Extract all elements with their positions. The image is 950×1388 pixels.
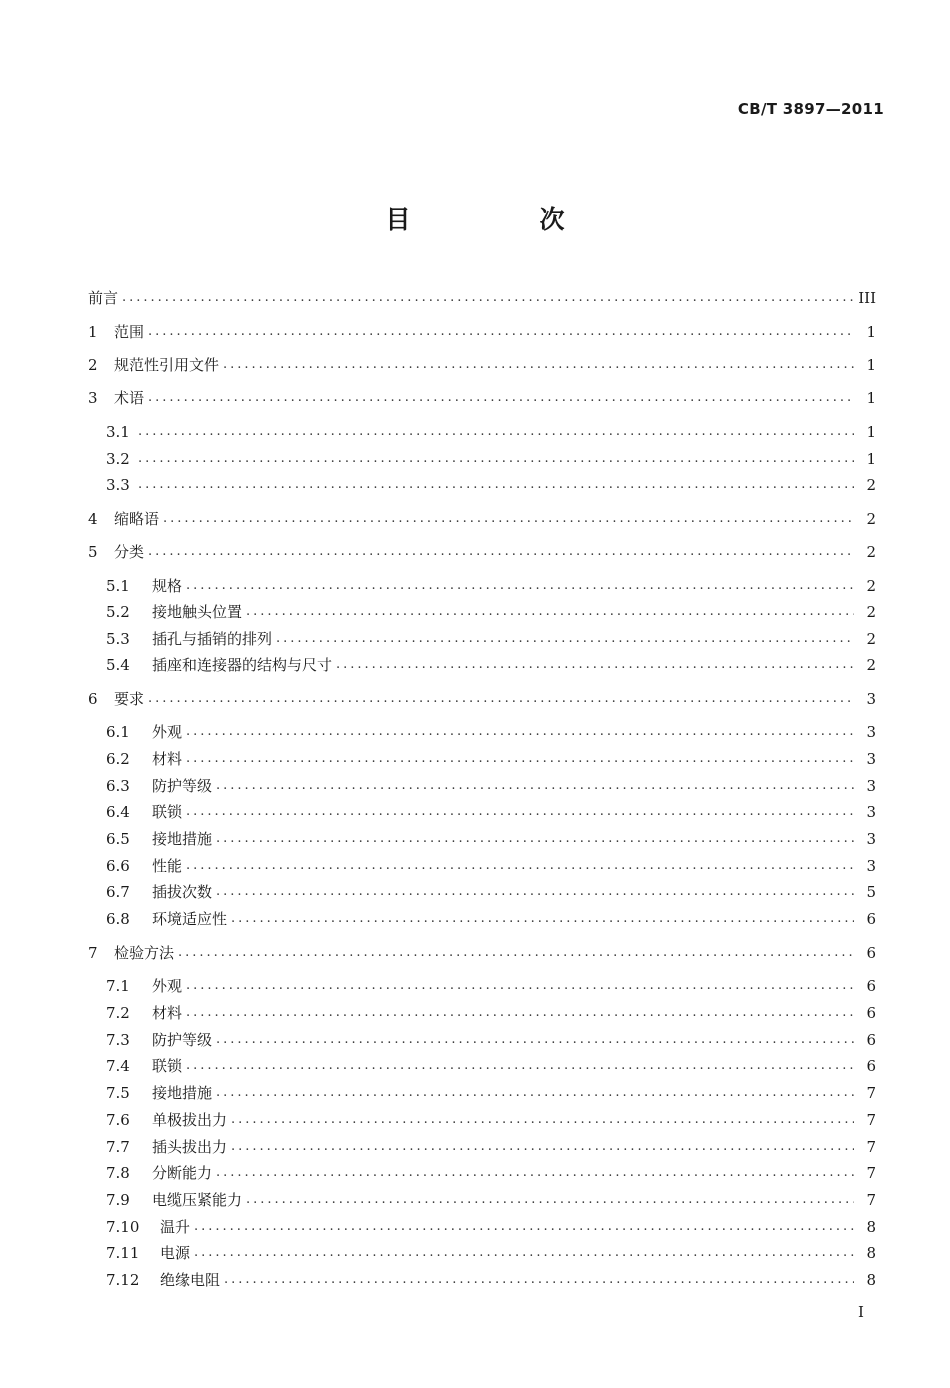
toc-leader-dots: [194, 1216, 854, 1238]
toc-entry-label: 前言: [88, 289, 119, 307]
toc-leader-dots: [276, 628, 854, 650]
toc-entry-label: 电源: [160, 1244, 191, 1262]
toc-entry-5-2[interactable]: [106, 601, 876, 623]
toc-entry-page: 3: [866, 857, 876, 875]
toc-entry-number: 5.1: [106, 577, 130, 595]
toc-entry-3-1[interactable]: [106, 421, 876, 443]
toc-leader-dots: [138, 474, 854, 496]
toc-entry-6-3[interactable]: [106, 775, 876, 797]
toc-entry-7-8[interactable]: [106, 1162, 876, 1184]
toc-entry-label: 防护等级: [152, 1031, 213, 1049]
toc-entry-7-4[interactable]: [106, 1055, 876, 1077]
toc-entry-foreword[interactable]: [88, 287, 876, 309]
toc-entry-number: 7.9: [106, 1191, 130, 1209]
toc-entry-page: 3: [866, 750, 876, 768]
toc-entry-label: 范围: [114, 323, 145, 341]
toc-entry-6-5[interactable]: [106, 828, 876, 850]
toc-entry-label: 插座和连接器的结构与尺寸: [152, 656, 333, 674]
toc-entry-page: 6: [866, 1057, 876, 1075]
toc-leader-dots: [216, 1029, 854, 1051]
toc-entry-5[interactable]: [88, 541, 876, 563]
toc-entry-5-4[interactable]: [106, 654, 876, 676]
toc-entry-6-4[interactable]: [106, 801, 876, 823]
toc-leader-dots: [186, 575, 854, 597]
toc-leader-dots: [216, 1162, 854, 1184]
toc-entry-label: 术语: [114, 389, 145, 407]
toc-entry-7-6[interactable]: [106, 1109, 876, 1131]
toc-entry-page: 8: [866, 1244, 876, 1262]
toc-entry-label: 检验方法: [114, 944, 175, 962]
toc-entry-page: 2: [866, 656, 876, 674]
toc-entry-number: 4: [88, 510, 98, 528]
toc-entry-number: 6.4: [106, 803, 130, 821]
toc-leader-dots: [148, 387, 854, 409]
toc-entry-label: 外观: [152, 723, 183, 741]
toc-entry-number: 6.8: [106, 910, 130, 928]
toc-entry-label: 环境适应性: [152, 910, 228, 928]
toc-entry-page: 3: [866, 777, 876, 795]
toc-entry-label: 材料: [152, 750, 183, 768]
toc-entry-2[interactable]: [88, 354, 876, 376]
toc-leader-dots: [231, 1136, 854, 1158]
toc-leader-dots: [224, 1269, 854, 1291]
toc-leader-dots: [231, 908, 854, 930]
toc-entry-label: 接地措施: [152, 1084, 213, 1102]
toc-entry-number: 6.2: [106, 750, 130, 768]
toc-leader-dots: [194, 1242, 854, 1264]
toc-entry-3-2[interactable]: [106, 448, 876, 470]
toc-leader-dots: [216, 881, 854, 903]
toc-entry-page: 7: [866, 1084, 876, 1102]
toc-entry-page: 6: [866, 910, 876, 928]
standard-code: CB/T 3897—2011: [737, 100, 884, 118]
toc-entry-label: 绝缘电阻: [160, 1271, 221, 1289]
toc-entry-label: 插孔与插销的排列: [152, 630, 273, 648]
toc-entry-number: 6.3: [106, 777, 130, 795]
toc-entry-page: 1: [866, 323, 876, 341]
toc-leader-dots: [336, 654, 854, 676]
toc-entry-6-2[interactable]: [106, 748, 876, 770]
page-number: I: [858, 1303, 864, 1321]
toc-entry-number: 5.4: [106, 656, 130, 674]
page-title: 目 次: [385, 205, 617, 234]
toc-entry-page: 8: [866, 1218, 876, 1236]
toc-entry-number: 7.1: [106, 977, 130, 995]
toc-entry-7[interactable]: [88, 942, 876, 964]
toc-entry-label: 电缆压紧能力: [152, 1191, 243, 1209]
toc-entry-page: 1: [866, 423, 876, 441]
toc-entry-label: 分类: [114, 543, 145, 561]
toc-entry-7-5[interactable]: [106, 1082, 876, 1104]
toc-entry-label: 插拔次数: [152, 883, 213, 901]
toc-entry-page: 1: [866, 450, 876, 468]
toc-entry-number: 5: [88, 543, 98, 561]
toc-entry-6-7[interactable]: [106, 881, 876, 903]
toc-leader-dots: [138, 448, 854, 470]
toc-entry-page: 3: [866, 803, 876, 821]
toc-entry-number: 7.8: [106, 1164, 130, 1182]
toc-entry-page: 2: [866, 543, 876, 561]
toc-entry-number: 7.3: [106, 1031, 130, 1049]
toc-entry-number: 3.3: [106, 476, 130, 494]
toc-entry-page: 6: [866, 977, 876, 995]
toc-entry-label: 单极拔出力: [152, 1111, 228, 1129]
toc-leader-dots: [231, 1109, 854, 1131]
toc-entry-number: 7.5: [106, 1084, 130, 1102]
toc-entry-page: 2: [866, 577, 876, 595]
toc-entry-number: 2: [88, 356, 98, 374]
toc-entry-page: 7: [866, 1191, 876, 1209]
toc-leader-dots: [186, 721, 854, 743]
toc-entry-number: 7.12: [106, 1271, 140, 1289]
toc-entry-label: 联锁: [152, 1057, 183, 1075]
toc-entry-page: 7: [866, 1164, 876, 1182]
toc-entry-page: 1: [866, 356, 876, 374]
toc-leader-dots: [186, 1055, 854, 1077]
toc-leader-dots: [138, 421, 854, 443]
toc-entry-7-7[interactable]: [106, 1136, 876, 1158]
toc-entry-number: 7: [88, 944, 98, 962]
toc-entry-page: 3: [866, 830, 876, 848]
toc-entry-page: 6: [866, 1031, 876, 1049]
toc-entry-5-3[interactable]: [106, 628, 876, 650]
toc-leader-dots: [148, 321, 854, 343]
toc-leader-dots: [246, 601, 854, 623]
toc-entry-label: 接地措施: [152, 830, 213, 848]
toc-leader-dots: [186, 748, 854, 770]
toc-leader-dots: [148, 541, 854, 563]
toc-entry-number: 7.6: [106, 1111, 130, 1129]
toc-entry-page: 2: [866, 603, 876, 621]
toc-entry-label: 规格: [152, 577, 183, 595]
toc-entry-number: 6.6: [106, 857, 130, 875]
toc-leader-dots: [216, 775, 854, 797]
toc-entry-page: 7: [866, 1111, 876, 1129]
toc-entry-page: 6: [866, 1004, 876, 1022]
toc-entry-label: 性能: [152, 857, 183, 875]
toc-entry-5-1[interactable]: [106, 575, 876, 597]
toc-leader-dots: [148, 688, 854, 710]
toc-entry-7-9[interactable]: [106, 1189, 876, 1211]
toc-leader-dots: [186, 855, 854, 877]
toc-entry-6-8[interactable]: [106, 908, 876, 930]
toc-entry-1[interactable]: [88, 321, 876, 343]
toc-entry-page: 3: [866, 690, 876, 708]
toc-entry-number: 6: [88, 690, 98, 708]
toc-entry-label: 接地触头位置: [152, 603, 243, 621]
toc-entry-label: 缩略语: [114, 510, 160, 528]
toc-entry-label: 插头拔出力: [152, 1138, 228, 1156]
toc-entry-page: 2: [866, 476, 876, 494]
toc-entry-label: 外观: [152, 977, 183, 995]
toc-entry-number: 3.2: [106, 450, 130, 468]
toc-entry-page: 8: [866, 1271, 876, 1289]
toc-entry-7-1[interactable]: [106, 975, 876, 997]
toc-entry-number: 6.7: [106, 883, 130, 901]
toc-entry-page: 6: [866, 944, 876, 962]
toc-entry-number: 7.7: [106, 1138, 130, 1156]
toc-entry-number: 3: [88, 389, 98, 407]
toc-entry-7-2[interactable]: [106, 1002, 876, 1024]
toc-entry-7-3[interactable]: [106, 1029, 876, 1051]
toc-entry-6-1[interactable]: [106, 721, 876, 743]
toc-entry-number: 5.2: [106, 603, 130, 621]
toc-entry-label: 温升: [160, 1218, 191, 1236]
toc-leader-dots: [186, 975, 854, 997]
toc-leader-dots: [163, 508, 854, 530]
toc-leader-dots: [122, 287, 854, 309]
toc-entry-number: 7.11: [106, 1244, 140, 1262]
toc-entry-label: 分断能力: [152, 1164, 213, 1182]
toc-entry-number: 7.4: [106, 1057, 130, 1075]
toc-entry-label: 材料: [152, 1004, 183, 1022]
toc-leader-dots: [216, 1082, 854, 1104]
toc-entry-7-11[interactable]: [106, 1242, 876, 1264]
toc-entry-page: 5: [866, 883, 876, 901]
toc-entry-7-10[interactable]: [106, 1216, 876, 1238]
toc-entry-label: 联锁: [152, 803, 183, 821]
toc-entry-3-3[interactable]: [106, 474, 876, 496]
toc-entry-page: 1: [866, 389, 876, 407]
toc-leader-dots: [186, 1002, 854, 1024]
toc-entry-number: 6.5: [106, 830, 130, 848]
toc-leader-dots: [223, 354, 854, 376]
toc-entry-number: 7.10: [106, 1218, 140, 1236]
toc-entry-7-12[interactable]: [106, 1269, 876, 1291]
toc-leader-dots: [186, 801, 854, 823]
toc-entry-6[interactable]: [88, 688, 876, 710]
toc-leader-dots: [216, 828, 854, 850]
toc-entry-3[interactable]: [88, 387, 876, 409]
toc-entry-number: 5.3: [106, 630, 130, 648]
toc-entry-page: 2: [866, 510, 876, 528]
toc-entry-page: 2: [866, 630, 876, 648]
toc-entry-page: 7: [866, 1138, 876, 1156]
toc-entry-page: III: [858, 289, 876, 307]
toc-entry-number: 3.1: [106, 423, 130, 441]
toc-entry-number: 6.1: [106, 723, 130, 741]
toc-entry-label: 防护等级: [152, 777, 213, 795]
toc-leader-dots: [178, 942, 854, 964]
toc-entry-4[interactable]: [88, 508, 876, 530]
toc-entry-label: 规范性引用文件: [114, 356, 220, 374]
toc-entry-number: 1: [88, 323, 98, 341]
toc-entry-number: 7.2: [106, 1004, 130, 1022]
toc-entry-6-6[interactable]: [106, 855, 876, 877]
toc-leader-dots: [246, 1189, 854, 1211]
toc-entry-label: 要求: [114, 690, 145, 708]
toc-entry-page: 3: [866, 723, 876, 741]
